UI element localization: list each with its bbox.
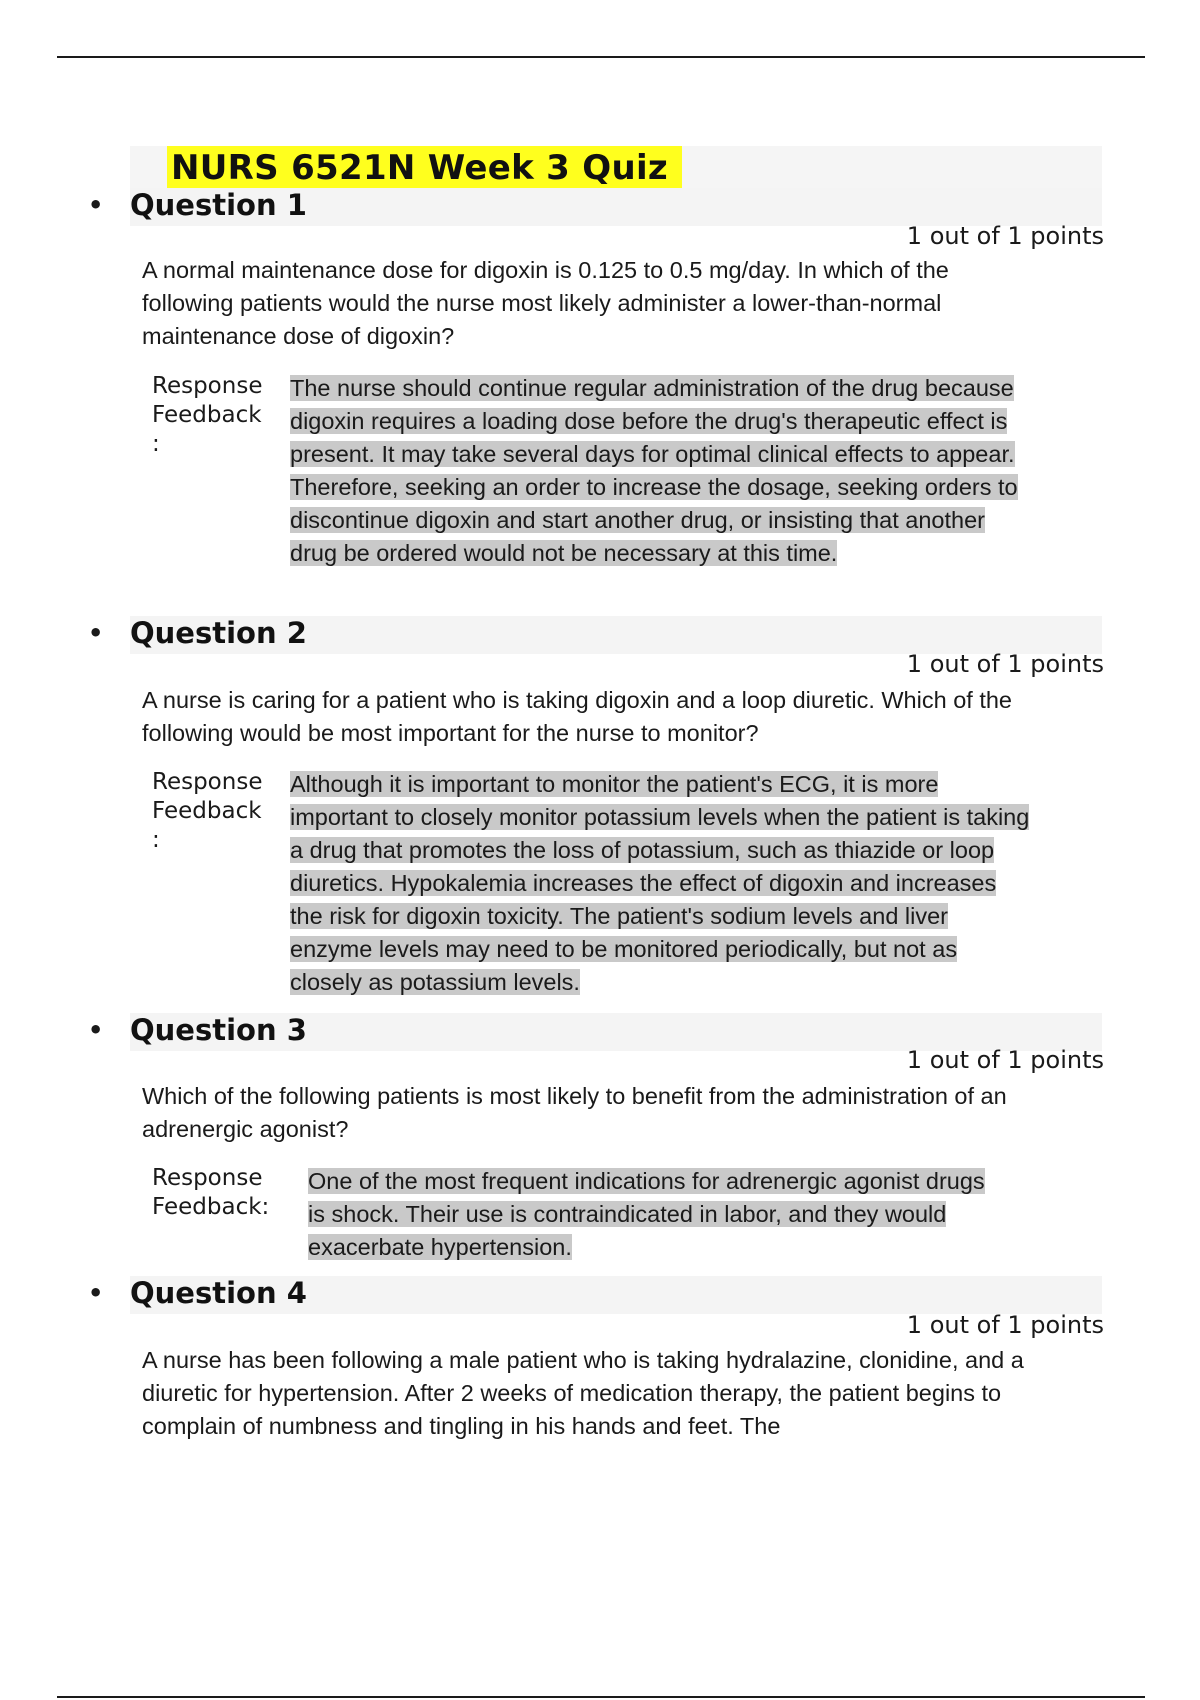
feedback-label: Response Feedback : [152, 769, 263, 853]
feedback-text [308, 1165, 1008, 1264]
question-title: Question 1 [130, 188, 307, 222]
bullet: • [88, 1016, 104, 1044]
question-points: 1 out of 1 points [906, 650, 1104, 678]
bullet: • [88, 619, 104, 647]
page-title: NURS 6521N Week 3 Quiz [167, 146, 682, 190]
feedback-text [290, 768, 1035, 999]
feedback-text [290, 372, 1025, 570]
question-text: A nurse has been following a male patient who is taking hydralazine, clonidine, and a diuretic for hypertension. After 2 weeks of medication therapy, the patient begins to complain of numbness and tingling in his hands and feet. The [142, 1347, 1024, 1439]
feedback-label: Response Feedback : [152, 373, 263, 457]
question-title: Question 2 [130, 616, 307, 650]
question-points: 1 out of 1 points [906, 1046, 1104, 1074]
question-points: 1 out of 1 points [906, 222, 1104, 250]
question-text: A normal maintenance dose for digoxin is 0.125 to 0.5 mg/day. In which of the following patients would the nurse most likely administer a lower-than-normal maintenance dose of digoxin? [142, 257, 949, 349]
bullet: • [88, 1279, 104, 1307]
top-rule [57, 56, 1145, 58]
question-title: Question 4 [130, 1276, 307, 1310]
feedback-label: Response Feedback: [152, 1165, 270, 1220]
question-text: A nurse is caring for a patient who is taking digoxin and a loop diuretic. Which of the following would be most important for the nurse to monitor? [142, 687, 1012, 746]
feedback-highlight: Although it is important to monitor the patient's ECG, it is more important to closely monitor potassium levels when the patient is taking a drug that promotes the loss of potassium, such as thiazide or loop diuretics. Hypokalemia increases the effect of digoxin and increases the risk for digoxin toxicity. The patient's sodium levels and liver enzyme levels may need to be monitored periodically, but not as closely as potassium levels. [290, 771, 1030, 995]
question-text: Which of the following patients is most likely to benefit from the administration of an adrenergic agonist? [142, 1083, 1007, 1142]
feedback-highlight: One of the most frequent indications for adrenergic agonist drugs is shock. Their use is contraindicated in labor, and they would exacerbate hypertension. [308, 1168, 985, 1260]
question-title: Question 3 [130, 1013, 307, 1047]
bottom-rule [57, 1696, 1145, 1698]
question-points: 1 out of 1 points [906, 1311, 1104, 1339]
bullet: • [88, 191, 104, 219]
feedback-highlight: The nurse should continue regular administration of the drug because digoxin requires a loading dose before the drug's therapeutic effect is present. It may take several days for optimal clinical effects to appear. Therefore, seeking an order to increase the dosage, seeking orders to discontinue digoxin and start another drug, or insisting that another drug be ordered would not be necessary at this time. [290, 375, 1018, 566]
